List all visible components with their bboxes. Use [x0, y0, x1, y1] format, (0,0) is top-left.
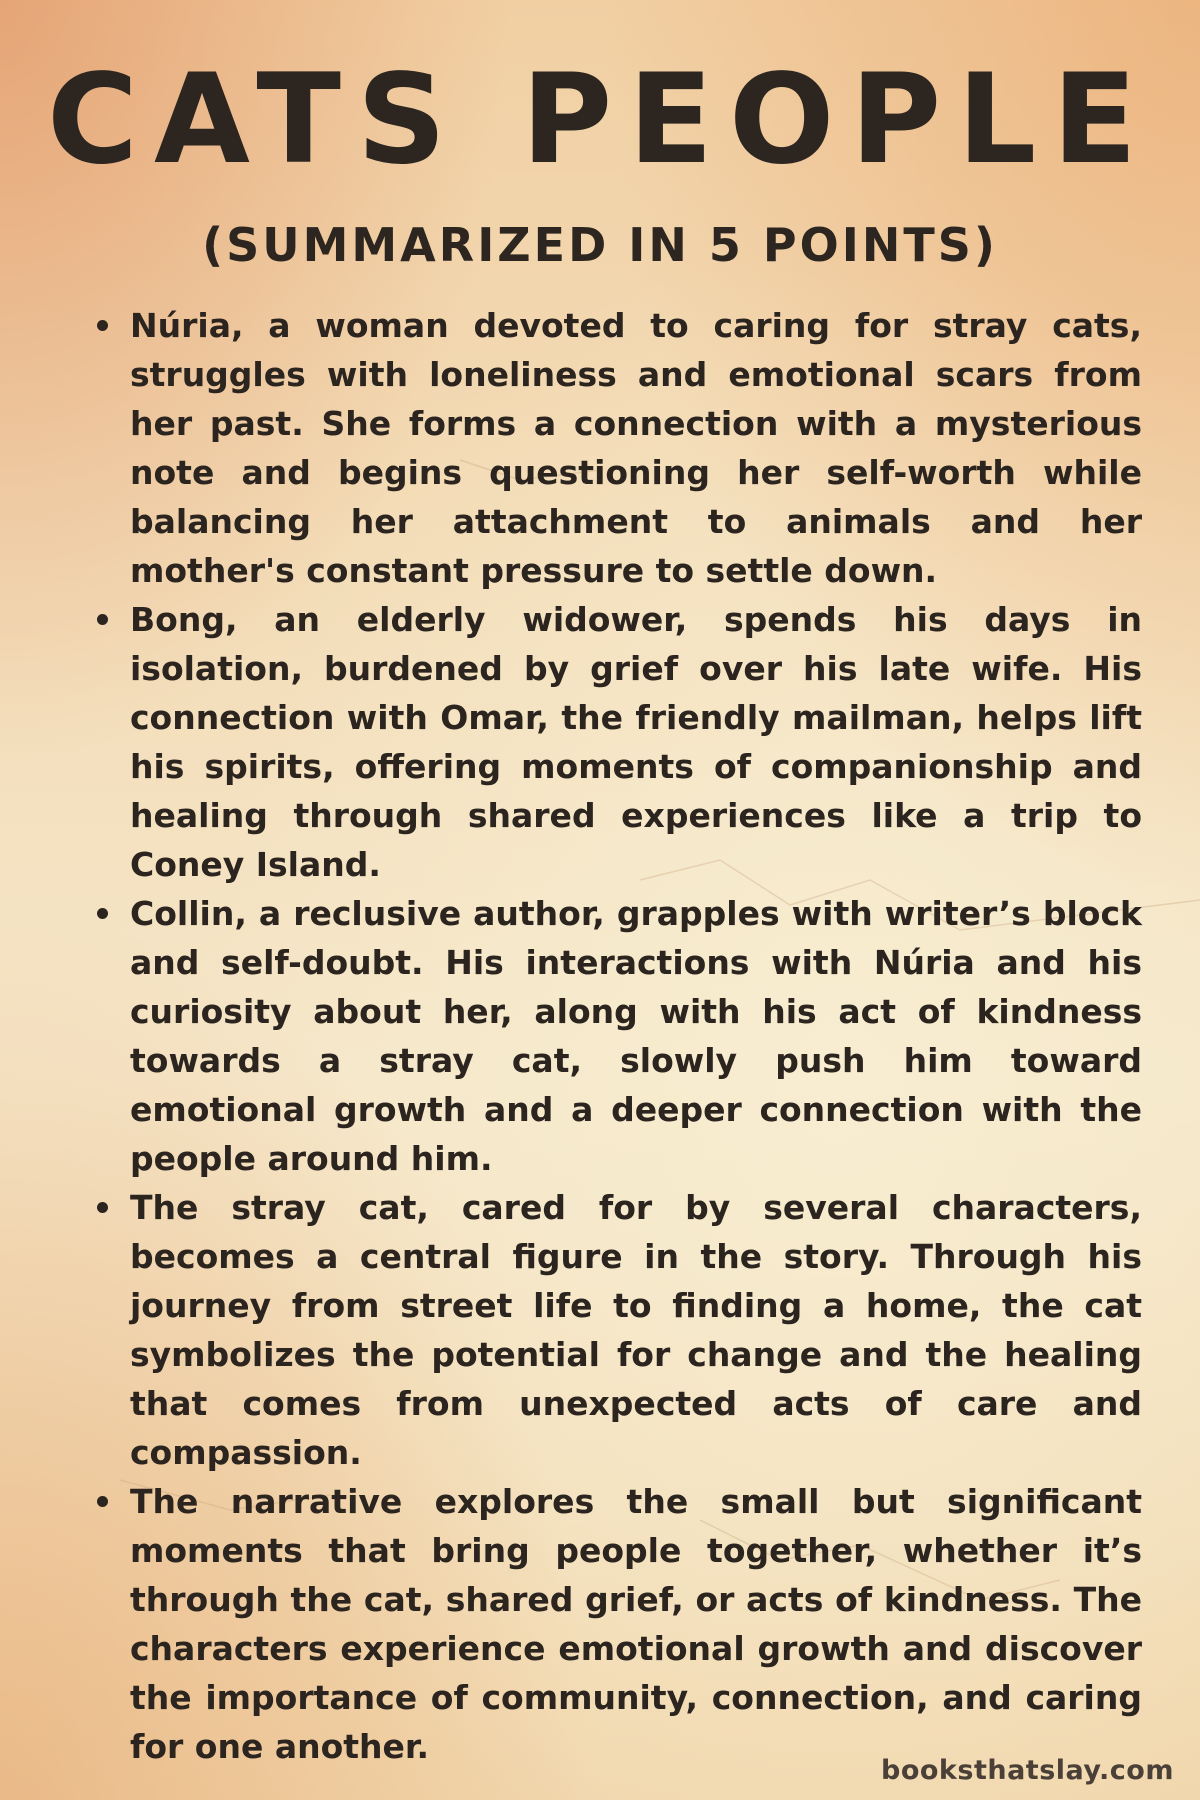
summary-point	[90, 301, 1142, 595]
bullet-dot-icon	[97, 320, 108, 331]
page-subtitle: (SUMMARIZED IN 5 POINTS)	[202, 218, 998, 272]
summary-point-text: Collin, a reclusive author, grapples with writer’s block and self-doubt. His interactions with Núria and his curiosity about her, along with his act of kindness towards a stray cat, slowly push him toward emotional growth and a deeper connection with the people around him.	[130, 894, 1142, 1178]
summary-point	[90, 1183, 1142, 1477]
summary-points-list	[90, 301, 1142, 1771]
bullet-dot-icon	[97, 1496, 108, 1507]
summary-point-text: The stray cat, cared for by several characters, becomes a central figure in the story. Through his journey from street life to finding a home, the cat symbolizes the potential for change and the healing that comes from unexpected acts of care and compassion.	[130, 1188, 1142, 1472]
summary-point	[90, 595, 1142, 889]
summary-point	[90, 1477, 1142, 1771]
bullet-dot-icon	[97, 614, 108, 625]
summary-point-text: Núria, a woman devoted to caring for stray cats, struggles with loneliness and emotional scars from her past. She forms a connection with a mysterious note and begins questioning her self-worth while balancing her attachment to animals and her mother's constant pressure to settle down.	[130, 306, 1142, 590]
site-watermark: booksthatslay.com	[881, 1755, 1174, 1786]
page-title: CATS PEOPLE	[47, 48, 1153, 192]
summary-point-text: Bong, an elderly widower, spends his days in isolation, burdened by grief over his late wife. His connection with Omar, the friendly mailman, helps lift his spirits, offering moments of companionship and healing through shared experiences like a trip to Coney Island.	[130, 600, 1142, 884]
summary-point	[90, 889, 1142, 1183]
summary-point-text: The narrative explores the small but significant moments that bring people together, whether it’s through the cat, shared grief, or acts of kindness. The characters experience emotional growth and discover the importance of community, connection, and caring for one another.	[130, 1482, 1142, 1766]
bullet-dot-icon	[97, 908, 108, 919]
bullet-dot-icon	[97, 1202, 108, 1213]
